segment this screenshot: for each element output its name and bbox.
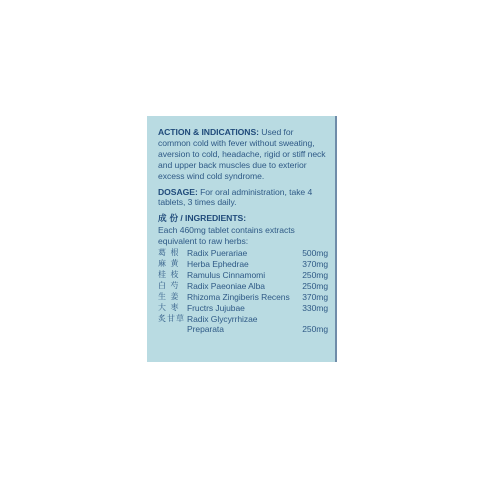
ingredient-row	[158, 248, 328, 259]
ingredients-table	[158, 248, 328, 335]
ingredient-chinese-name: 生 姜	[158, 291, 180, 301]
ingredient-chinese-name: 炙甘草	[158, 313, 185, 323]
ingredient-dose: 330mg	[302, 302, 328, 313]
ingredient-latin-name: Radix Puerariae	[187, 248, 248, 259]
ingredient-dose: 370mg	[302, 258, 328, 269]
indications-text: Used for common cold with fever without sweating, aversion to cold, headache, rigid or stiff neck and upper back muscles due to exterior excess wind cold syndrome.	[158, 127, 326, 181]
ingredient-row	[158, 292, 328, 303]
ingredient-row	[158, 324, 328, 335]
dosage-section	[158, 187, 328, 209]
ingredient-latin-name: Fructrs Jujubae	[187, 302, 245, 313]
ingredient-latin-name: Rhizoma Zingiberis Recens	[187, 291, 290, 302]
ingredient-latin-name: Herba Ephedrae	[187, 258, 249, 269]
ingredient-latin-name: Radix Glycyrrhizae	[187, 313, 258, 324]
ingredient-row	[158, 259, 328, 270]
ingredient-latin-name: Ramulus Cinnamomi	[187, 269, 266, 280]
indications-heading: ACTION & INDICATIONS:	[158, 127, 259, 137]
ingredients-heading-en: / INGREDIENTS:	[178, 213, 247, 224]
product-label-panel	[147, 116, 337, 362]
ingredient-chinese-name	[158, 324, 187, 335]
ingredient-chinese-name: 白 芍	[158, 280, 180, 290]
panel-edge-shadow	[335, 116, 337, 362]
dosage-heading: DOSAGE:	[158, 186, 198, 197]
ingredient-dose: 500mg	[302, 248, 328, 259]
ingredient-latin-name: Radix Paeoniae Alba	[187, 280, 265, 291]
ingredients-intro: Each 460mg tablet contains extracts equivalent to raw herbs:	[158, 225, 295, 247]
ingredient-dose: 370mg	[302, 291, 328, 302]
ingredient-chinese-name: 葛 根	[158, 248, 180, 258]
ingredient-row	[158, 314, 328, 325]
ingredient-dose: 250mg	[302, 324, 328, 335]
ingredient-chinese-name: 桂 枝	[158, 269, 180, 279]
dosage-text: For oral administration, take 4 tablets, 3 times daily.	[158, 186, 313, 208]
ingredient-row	[158, 303, 328, 314]
ingredients-heading-cn: 成 份	[158, 214, 179, 225]
ingredient-dose: 250mg	[302, 269, 328, 280]
ingredient-chinese-name: 大 枣	[158, 302, 180, 312]
ingredient-latin-name: Preparata	[187, 324, 224, 335]
ingredient-dose: 250mg	[302, 280, 328, 291]
indications-section	[158, 127, 328, 182]
ingredient-chinese-name: 麻 黄	[158, 258, 180, 268]
ingredients-heading	[158, 213, 328, 225]
ingredient-row	[158, 281, 328, 292]
ingredient-row	[158, 270, 328, 281]
ingredient-dose	[300, 314, 328, 325]
